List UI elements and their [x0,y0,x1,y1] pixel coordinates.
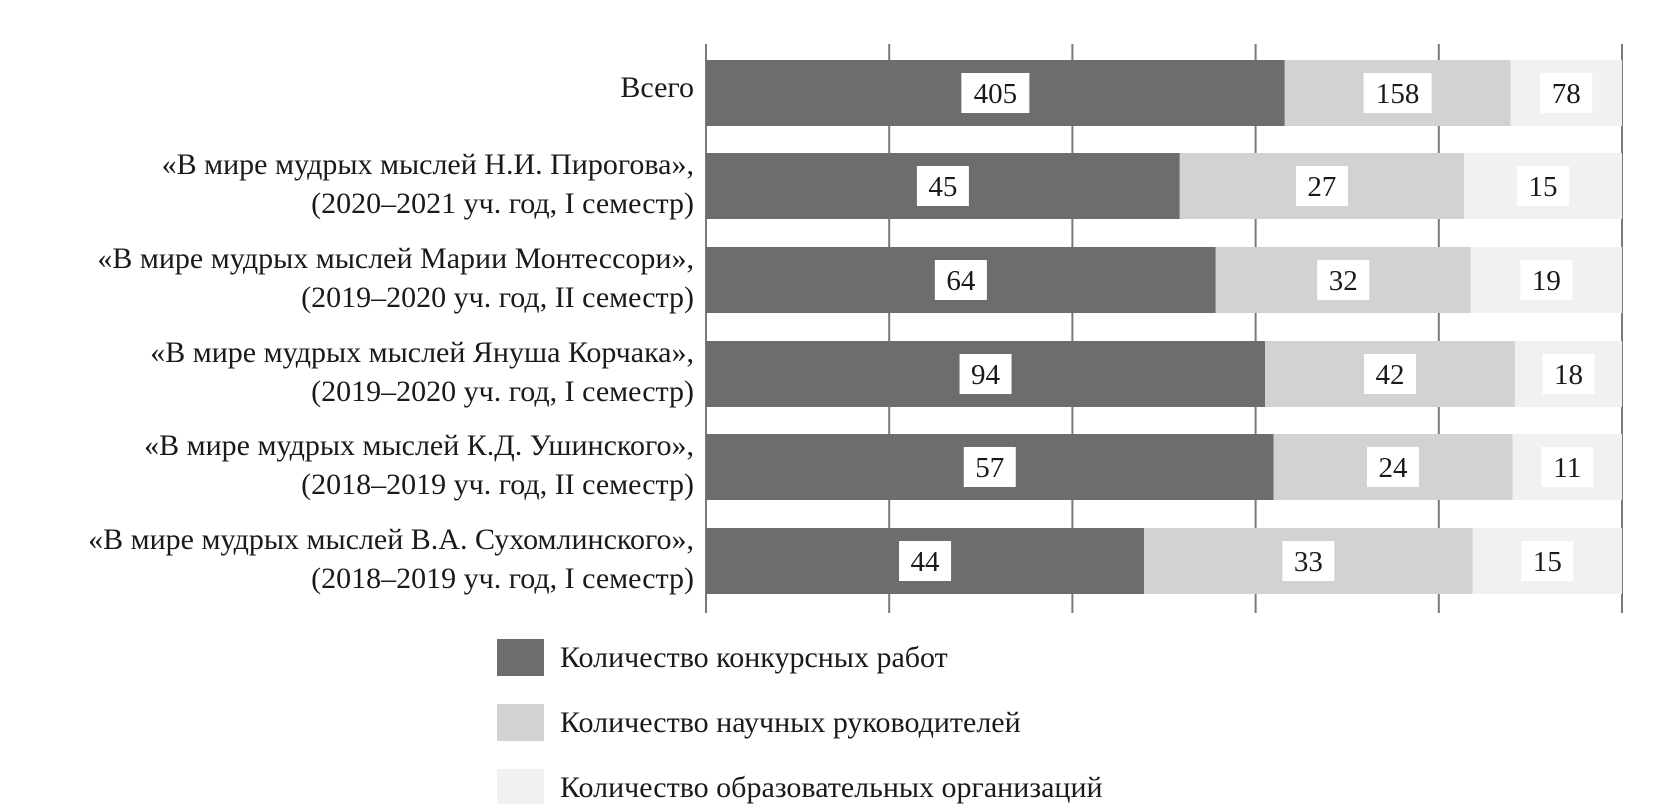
legend [497,639,1103,804]
category-label: «В мире мудрых мыслей В.А. Сухомлинского», [88,523,694,556]
data-label: 15 [1528,171,1558,203]
data-label: 42 [1375,359,1405,391]
legend-label: Количество научных руководителей [560,706,1021,739]
data-label: 78 [1551,78,1581,110]
data-label: 15 [1532,546,1562,578]
grid-lines [706,44,1622,613]
category-label: Всего [620,71,694,104]
data-label: 405 [973,78,1018,110]
data-label: 32 [1328,265,1358,297]
data-label: 45 [928,171,958,203]
category-label: «В мире мудрых мыслей Януша Корчака», [150,336,694,369]
data-label: 44 [910,546,940,578]
data-label: 64 [946,265,976,297]
data-label: 158 [1375,78,1420,110]
category-label: «В мире мудрых мыслей К.Д. Ушинского», [144,429,694,462]
data-label: 11 [1553,452,1582,484]
category-label: «В мире мудрых мыслей Марии Монтессори», [97,242,694,275]
data-label: 33 [1293,546,1323,578]
data-label: 94 [971,359,1001,391]
category-label: (2018–2019 уч. год, I семестр) [311,562,694,595]
data-label: 27 [1307,171,1337,203]
data-label: 57 [975,452,1005,484]
category-labels [88,71,694,595]
category-label: «В мире мудрых мыслей Н.И. Пирогова», [161,148,694,181]
data-label: 18 [1553,359,1583,391]
legend-label: Количество образовательных организаций [560,771,1103,804]
category-label: (2019–2020 уч. год, I семестр) [311,375,694,408]
category-label: (2019–2020 уч. год, II семестр) [301,281,694,314]
legend-swatch [497,704,544,741]
data-label: 19 [1531,265,1561,297]
bars-group [706,60,1622,594]
legend-label: Количество конкурсных работ [560,641,948,674]
legend-swatch [497,639,544,676]
legend-swatch [497,769,544,804]
data-label: 24 [1378,452,1408,484]
category-label: (2020–2021 уч. год, I семестр) [311,187,694,220]
category-label: (2018–2019 уч. год, II семестр) [301,468,694,501]
